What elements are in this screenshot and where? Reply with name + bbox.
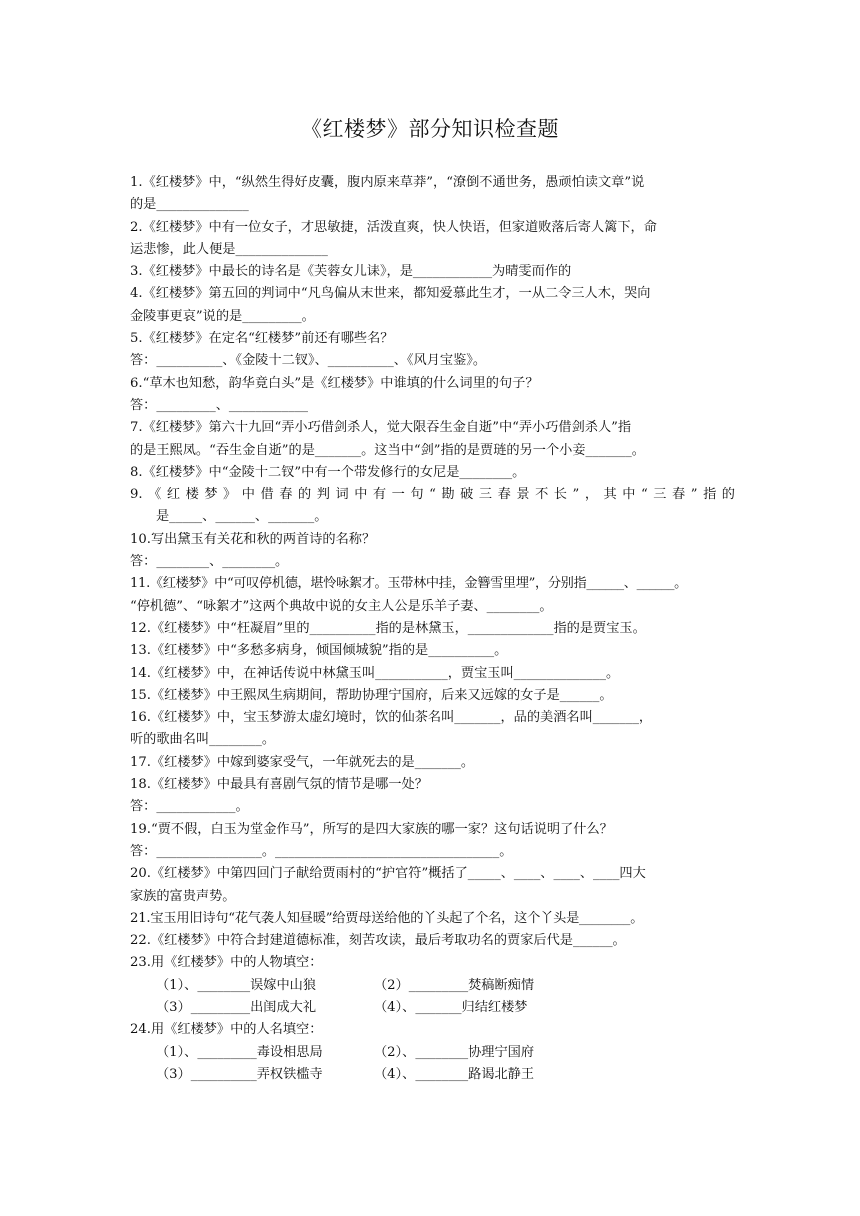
q19-line: 19.“贾不假，白玉为堂金作马”，所写的是四大家族的哪一家？这句话说明了什么？: [130, 821, 613, 837]
q24-item-4: （4）、________路谒北静王: [374, 1066, 535, 1082]
q24-item-2: （2）、________协理宁国府: [374, 1044, 535, 1060]
q18-answer: 答：____________。: [130, 799, 249, 815]
q11-line-2: “停机德”、“咏絮才”这两个典故中说的女主人公是乐羊子妻、________。: [130, 598, 553, 614]
q11-line-1: 11.《红楼梦》中“可叹停机德，堪怜咏絮才。玉带林中挂，金簪雪里埋”，分别指______、______。: [130, 576, 687, 592]
question-list: [130, 172, 735, 1086]
q20-line-2: 家族的富贵声势。: [130, 888, 236, 904]
q20-line-1: 20.《红楼梦》中第四回门子献给贾雨村的“护官符”概括了_____、____、____、____四大: [130, 866, 646, 882]
q14-line: 14.《红楼梦》中，在神话传说中林黛玉叫___________，贾宝玉叫______________。: [130, 665, 620, 681]
q19-answer: 答：________________。__________________________________。: [130, 843, 513, 859]
q23-intro: 23.用《红楼梦》中的人物填空：: [130, 955, 323, 971]
q2-line-1: 2.《红楼梦》中有一位女子，才思敏捷，活泼直爽，快人快语，但家道败落后寄人篱下，命: [130, 219, 657, 235]
q22-line: 22.《红楼梦》中符合封建道德标准，刻苦攻读，最后考取功名的贾家后代是______。: [130, 933, 626, 949]
q7-line-2: 的是王熙凤。“吞生金自逝”的是_______。这当中“剑”指的是贾琏的另一个小妾_______。: [130, 442, 645, 458]
q17-line: 17.《红楼梦》中嫁到婆家受气，一年就死去的是_______。: [130, 754, 475, 770]
q24-intro: 24.用《红楼梦》中的人名填空：: [130, 1022, 323, 1038]
q23-item-1: （1）、________误嫁中山狼: [156, 977, 317, 993]
q24-row-1: [130, 1042, 735, 1064]
q21-line: 21.宝玉用旧诗句“花气袭人知昼暖”给贾母送给他的丫头起了个名，这个丫头是________。: [130, 910, 644, 926]
q5-line: 5.《红楼梦》在定名“红楼梦”前还有哪些名？: [130, 331, 394, 347]
q2-line-2: 运悲惨，此人便是______________: [130, 241, 328, 257]
q13-line: 13.《红楼梦》中“多愁多病身，倾国倾城貌”指的是__________。: [130, 643, 508, 659]
q1-line-1: 1.《红楼梦》中，“纵然生得好皮囊，腹内原来草莽”，“潦倒不通世务，愚顽怕读文章”说: [130, 175, 645, 190]
q12-line: 12.《红楼梦》中“枉凝眉”里的__________指的是林黛玉，_____________指的是贾宝玉。: [130, 620, 646, 636]
q16-line-2: 听的歌曲名叫________。: [130, 732, 276, 748]
q7-line-1: 7.《红楼梦》第六十九回“弄小巧借剑杀人，觉大限吞生金自逝”中“弄小巧借剑杀人”指: [130, 420, 632, 436]
q4-line-2: 金陵事更哀”说的是_________。: [130, 308, 315, 324]
q3-line: 3.《红楼梦》中最长的诗名是《芙蓉女儿诔》，是____________为晴雯而作的: [130, 264, 572, 280]
q23-item-4: （4）、_______归结红楼梦: [374, 999, 528, 1015]
q24-row-2: [130, 1064, 735, 1086]
q23-row-2: [130, 997, 735, 1019]
q1-line-2: 的是______________: [130, 197, 249, 213]
q6-line: 6.“草木也知愁，韵华竟白头”是《红楼梦》中谁填的什么词里的句子？: [130, 375, 539, 391]
q10-answer: 答：________、________。: [130, 554, 289, 570]
q9-line-1: 9.《红楼梦》中借春的判词中有一句“勘破三春景不长”，其中“三春”指的: [130, 487, 735, 503]
q23-row-1: [130, 975, 735, 997]
q4-line-1: 4.《红楼梦》第五回的判词中“凡鸟偏从末世来，都知爱慕此生才，一从二令三人木，哭向: [130, 286, 651, 302]
q24-item-3: （3）__________弄权铁槛寺: [156, 1066, 323, 1082]
q23-item-2: （2）_________焚稿断痴情: [374, 977, 535, 993]
q16-line-1: 16.《红楼梦》中，宝玉梦游太虚幻境时，饮的仙茶名叫_______，品的美酒名叫_______，: [130, 710, 653, 726]
q15-line: 15.《红楼梦》中王熙凤生病期间，帮助协理宁国府，后来又远嫁的女子是______。: [130, 687, 613, 703]
q5-answer: 答：__________、《金陵十二钗》、__________、《风月宝鉴》。: [130, 353, 487, 369]
q23-item-3: （3）_________出闺成大礼: [156, 999, 317, 1015]
q24-item-1: （1）、_________毒设相思局: [156, 1044, 323, 1060]
q9-line-2: 是_____、______、_______。: [156, 509, 328, 525]
q8-line: 8.《红楼梦》中“金陵十二钗”中有一个带发修行的女尼是________。: [130, 464, 526, 480]
page-title: 《红楼梦》部分知识检查题: [301, 117, 559, 141]
q18-line: 18.《红楼梦》中最具有喜剧气氛的情节是哪一处？: [130, 777, 428, 793]
q10-line: 10.写出黛玉有关花和秋的两首诗的名称？: [130, 531, 376, 547]
q6-answer: 答：_________、____________: [130, 397, 309, 413]
